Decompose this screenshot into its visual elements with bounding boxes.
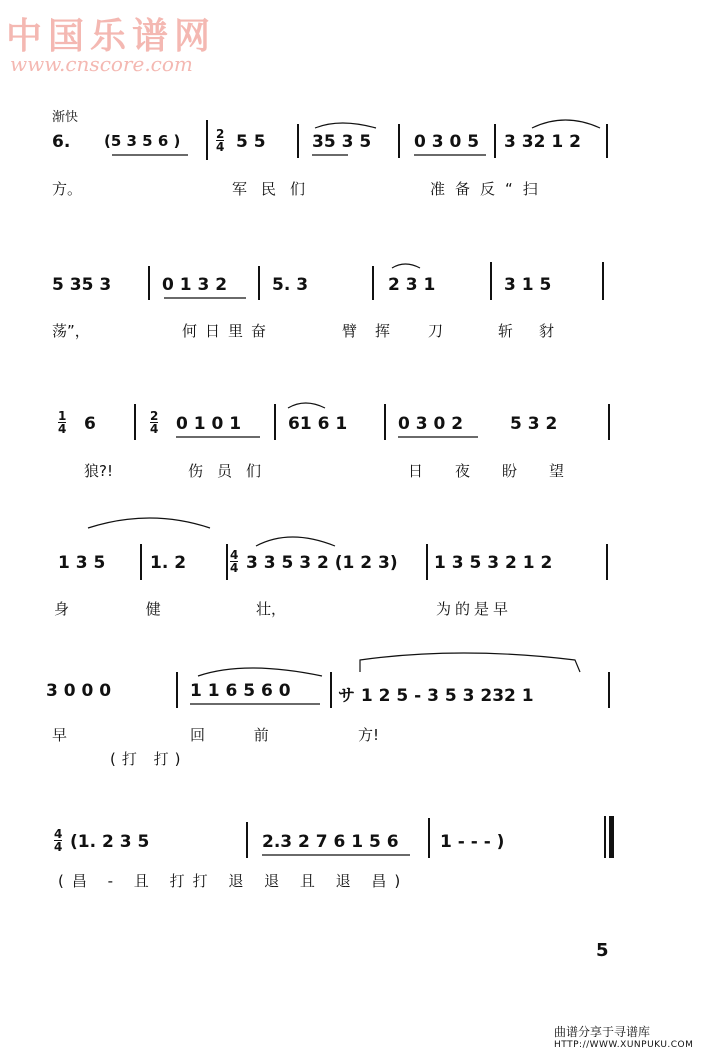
- note-group: 0 1 0 1: [176, 414, 242, 434]
- slur-mark: [288, 403, 325, 408]
- note-group: サ 1 2 5 - 3 5 3 232 1: [338, 686, 534, 706]
- note-group: 2 3 1: [388, 275, 436, 295]
- slur-mark: [392, 264, 420, 268]
- note-group: 5 5: [236, 132, 266, 152]
- time-signature: 4 4: [230, 548, 239, 575]
- slur-mark: [88, 518, 210, 528]
- watermark-site-name: 中国乐谱网: [6, 15, 217, 57]
- lyric: 准备反“扫: [430, 180, 548, 198]
- time-signature: 4 4: [54, 827, 63, 854]
- note-group: 3 3 5 3 2 (1 2 3): [246, 553, 398, 573]
- note-group: 35 3 5: [312, 132, 372, 152]
- watermark-site-url: www.cnscore.com: [10, 52, 193, 76]
- note-group: 2.3 2 7 6 1 5 6: [262, 832, 399, 852]
- time-signature: 2 4: [150, 409, 159, 436]
- note-group: 1. 2: [150, 553, 187, 573]
- note-group: 3 1 5: [504, 275, 552, 295]
- note-group: 0 3 0 2: [398, 414, 464, 434]
- lyric: 狼?!: [84, 462, 113, 480]
- note-group: 3 32 1 2: [504, 132, 581, 152]
- lyric: 臂挥: [342, 322, 409, 340]
- lyric: 何日里奋: [182, 322, 275, 340]
- lyric: 荡”，: [52, 322, 90, 340]
- slur-mark: [315, 123, 376, 128]
- note-group: 5 35 3: [52, 275, 112, 295]
- note-group: 1 3 5: [58, 553, 106, 573]
- note-group: 5. 3: [272, 275, 309, 295]
- lyric: 为的是早: [436, 600, 513, 618]
- note-group: (5 3 5 6 ): [104, 132, 181, 150]
- lyric: 斩豺: [498, 322, 581, 340]
- lyric: 壮，: [256, 600, 287, 618]
- lyric: 身 健: [54, 600, 197, 618]
- footer-url: HTTP://WWW.XUNPUKU.COM: [554, 1040, 694, 1050]
- lyric: 回 前: [190, 726, 291, 744]
- note-group: 0 3 0 5: [414, 132, 480, 152]
- time-signature: 1 4: [58, 409, 67, 436]
- percussion-note: (打 打): [110, 750, 187, 768]
- note-group: 3 0 0 0: [46, 681, 112, 701]
- slur-mark: [360, 653, 580, 672]
- note-group: 1 - - - ): [440, 832, 505, 852]
- lyric: 军民们: [232, 180, 320, 198]
- lyric: 方。: [52, 180, 83, 198]
- note-group: (1. 2 3 5: [70, 832, 150, 852]
- note-group: 6: [84, 414, 96, 434]
- footer-text: 曲谱分享于寻谱库: [554, 1025, 651, 1039]
- lyric: 刀: [428, 322, 444, 340]
- note-group: 1 1 6 5 6 0: [190, 681, 291, 701]
- tempo-mark: 渐快: [52, 110, 79, 125]
- time-signature: 2 4: [216, 127, 225, 154]
- lyric: 伤员们: [188, 462, 276, 480]
- note-group: 6.: [52, 132, 71, 152]
- lyric: 早: [52, 726, 68, 744]
- note-group: 1 3 5 3 2 1 2: [434, 553, 553, 573]
- slur-mark: [198, 668, 322, 676]
- page-number: 5: [596, 940, 609, 961]
- note-group: 61 6 1: [288, 414, 348, 434]
- percussion-lyric: (昌 - 且 打打 退 退 且 退 昌): [58, 872, 409, 890]
- slur-mark: [532, 120, 600, 128]
- lyric: 日夜盼望: [408, 462, 597, 480]
- note-group: 5 3 2: [510, 414, 558, 434]
- lyric: 方!: [358, 726, 380, 744]
- slur-mark: [256, 537, 335, 546]
- note-group: 0 1 3 2: [162, 275, 228, 295]
